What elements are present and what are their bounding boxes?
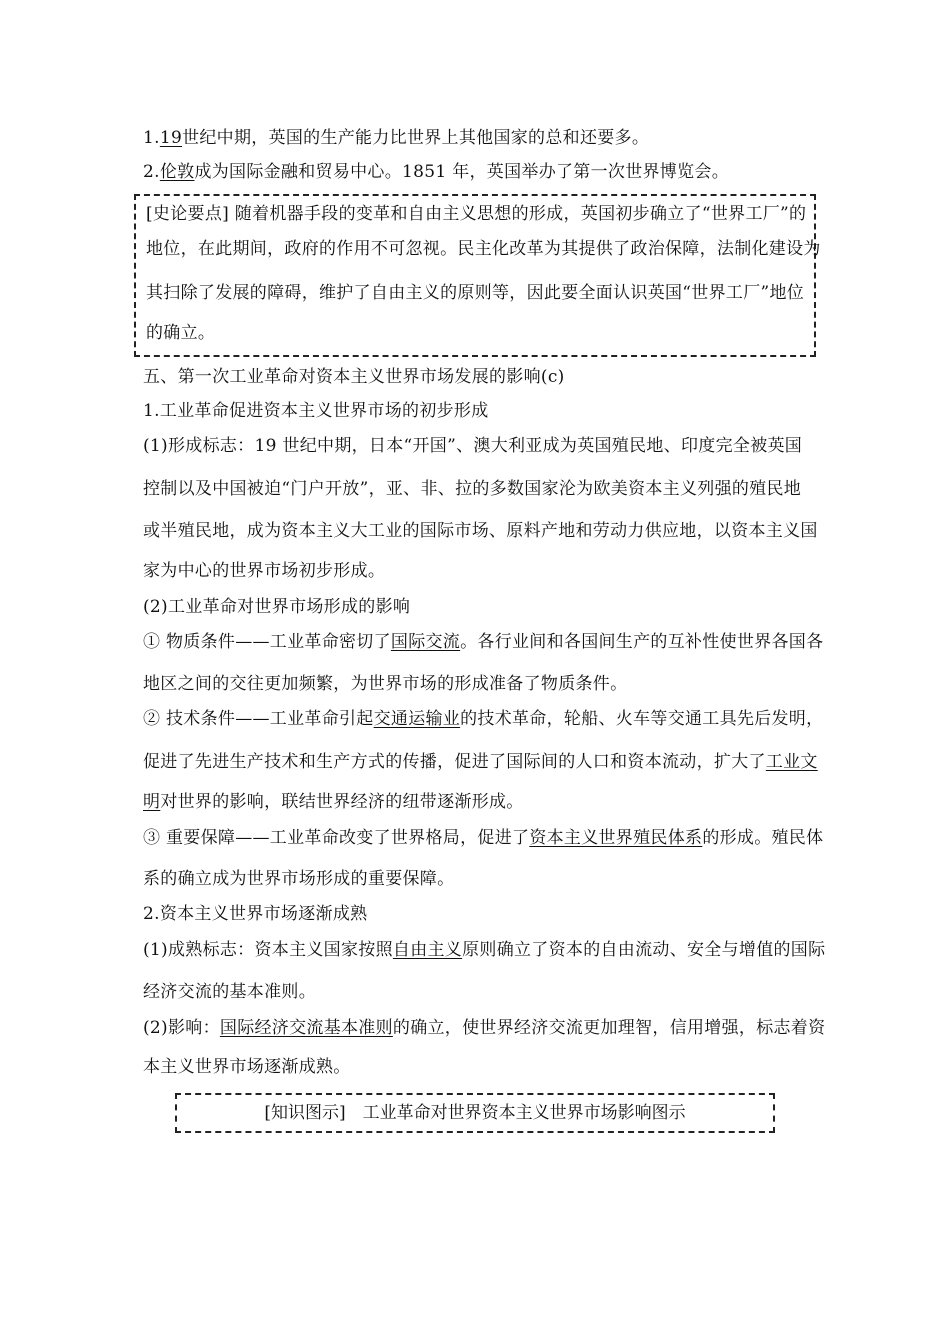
maturity-line-2: 经济交流的基本准则。 <box>143 982 316 1002</box>
guarantee-line-1: ③ 重要保障——工业革命改变了世界格局，促进了资本主义世界殖民体系的形成。殖民体 <box>143 828 824 848</box>
note-line-1: [史论要点] 随着机器手段的变革和自由主义思想的形成，英国初步确立了“世界工厂”的 <box>146 204 807 224</box>
technical-line-2: 促进了先进生产技术和生产方式的传播，促进了国际间的人口和资本流动，扩大了工业文 <box>143 752 818 772</box>
effect-line-2: 本主义世界市场逐渐成熟。 <box>143 1057 351 1077</box>
formation-line-1: (1)形成标志：19 世纪中期，日本“开国”、澳大利亚成为英国殖民地、印度完全被英国 <box>143 436 803 456</box>
formation-line-4: 家为中心的世界市场初步形成。 <box>143 561 386 581</box>
formation-line-2: 控制以及中国被迫“门户开放”，亚、非、拉的多数国家沦为欧美资本主义列强的殖民地 <box>143 479 802 499</box>
technical-line-3: 明对世界的影响，联结世界经济的纽带逐渐形成。 <box>143 792 524 812</box>
underlined-term: 交通运输业 <box>373 709 461 729</box>
subsection-1-title: 1.工业革命促进资本主义世界市场的初步形成 <box>143 401 489 421</box>
technical-line-1: ② 技术条件——工业革命引起交通运输业的技术革命，轮船、火车等交通工具先后发明， <box>143 709 824 729</box>
effect-line-1: (2)影响：国际经济交流基本准则的确立，使世界经济交流更加理智，信用增强，标志着资 <box>143 1018 826 1038</box>
underlined-term: 资本主义世界殖民体系 <box>529 828 703 848</box>
underlined-term: 自由主义 <box>392 940 463 960</box>
knowledge-diagram-box <box>175 1093 775 1133</box>
material-line-1: ① 物质条件——工业革命密切了国际交流。各行业间和各国间生产的互补性使世界各国各 <box>143 632 824 652</box>
formation-line-3: 或半殖民地，成为资本主义大工业的国际市场、原料产地和劳动力供应地，以资本主义国 <box>143 521 818 541</box>
material-line-2: 地区之间的交往更加频繁，为世界市场的形成准备了物质条件。 <box>143 674 628 694</box>
underlined-term: 19 <box>159 128 183 148</box>
underlined-term: 工业文 <box>765 752 818 772</box>
note-line-3: 其扫除了发展的障碍，维护了自由主义的原则等，因此要全面认识英国“世界工厂”地位 <box>146 283 805 303</box>
underlined-term: 国际交流 <box>390 632 461 652</box>
paragraph-19th-century-capacity: 1.19世纪中期，英国的生产能力比世界上其他国家的总和还要多。 <box>143 128 650 148</box>
maturity-line-1: (1)成熟标志：资本主义国家按照自由主义原则确立了资本的自由流动、安全与增值的国际 <box>143 940 826 960</box>
paragraph-london-center: 2.伦敦成为国际金融和贸易中心。1851 年，英国举办了第一次世界博览会。 <box>143 162 730 182</box>
underlined-term: 伦敦 <box>159 162 195 182</box>
note-line-4: 的确立。 <box>146 323 216 343</box>
section-heading: 五、第一次工业革命对资本主义世界市场发展的影响(c) <box>143 367 565 387</box>
subsection-2-title: 2.资本主义世界市场逐渐成熟 <box>143 904 368 924</box>
underlined-term: 明 <box>143 792 161 812</box>
diagram-caption: [知识图示] 工业革命对世界资本主义世界市场影响图示 <box>264 1103 686 1123</box>
underlined-term: 国际经济交流基本准则 <box>219 1018 393 1038</box>
note-line-2: 地位，在此期间，政府的作用不可忽视。民主化改革为其提供了政治保障，法制化建设为 <box>146 239 821 259</box>
guarantee-line-2: 系的确立成为世界市场形成的重要保障。 <box>143 869 455 889</box>
influence-heading: (2)工业革命对世界市场形成的影响 <box>143 597 411 617</box>
